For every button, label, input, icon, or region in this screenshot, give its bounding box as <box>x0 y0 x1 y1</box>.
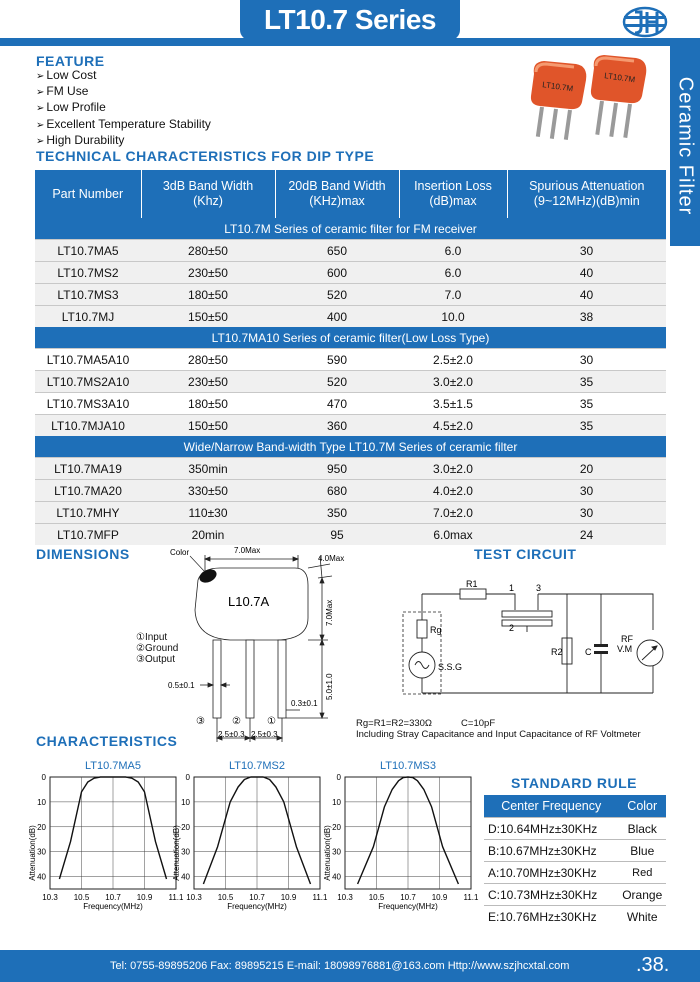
feature-item: ➢ Low Profile <box>36 100 211 116</box>
color-cell: Orange <box>618 884 666 906</box>
table-row <box>35 480 666 502</box>
table-cell: 350min <box>141 458 275 480</box>
feature-item: ➢ High Durability <box>36 133 211 149</box>
x-tick-label: 10.5 <box>73 893 90 902</box>
y-tick-label: 10 <box>181 797 190 807</box>
y-tick-label: 40 <box>332 872 341 882</box>
pin-legend-item: ③Output <box>136 654 175 665</box>
y-tick-label: 10 <box>37 797 46 807</box>
table-cell: 110±30 <box>141 502 275 524</box>
product-photo <box>520 52 670 144</box>
y-tick-label: 30 <box>37 847 46 857</box>
table-row <box>35 371 666 393</box>
table-row <box>35 349 666 371</box>
feature-list <box>36 68 211 149</box>
pins-legend <box>136 632 178 665</box>
table-cell: 280±50 <box>141 349 275 371</box>
capacitor-plate <box>594 651 608 654</box>
y-tick-label: 20 <box>181 822 190 832</box>
table-cell: 4.5±2.0 <box>399 415 507 437</box>
color-cell: White <box>618 906 666 928</box>
table-cell: 230±50 <box>141 371 275 393</box>
table-cell: LT10.7MJA10 <box>35 415 141 437</box>
rf-label: RF <box>621 634 633 644</box>
table-cell: LT10.7MFP <box>35 524 141 546</box>
capacitor-plate <box>594 644 608 647</box>
color-cell: Blue <box>618 840 666 862</box>
circuit-notes <box>356 718 641 740</box>
x-tick-label: 10.9 <box>431 893 448 902</box>
y-axis-label: Attenuation(dB) <box>323 825 332 881</box>
table-cell: 150±50 <box>141 306 275 328</box>
table-cell: 3.0±2.0 <box>399 371 507 393</box>
frequency-cell: A:10.70MHz±30KHz <box>484 862 618 884</box>
side-tab <box>670 46 700 246</box>
side-tab-label: Ceramic Filter <box>674 76 697 216</box>
feature-item: ➢ Excellent Temperature Stability <box>36 117 211 133</box>
table-row <box>35 306 666 328</box>
table-cell: 7.0±2.0 <box>399 502 507 524</box>
table-cell: 35 <box>507 415 666 437</box>
col-header-text: 3dB Band Width <box>162 179 254 193</box>
table-row <box>484 884 666 906</box>
y-tick-label: 30 <box>181 847 190 857</box>
frequency-cell: D:10.64MHz±30KHz <box>484 818 618 840</box>
lead-thickness-dim: 0.3±0.1 <box>291 699 318 708</box>
standard-rule-body <box>484 818 666 928</box>
x-tick-label: 10.7 <box>105 893 121 902</box>
table-row <box>484 862 666 884</box>
x-tick-label: 11.1 <box>463 893 479 902</box>
characteristic-chart <box>172 760 328 911</box>
table-cell: 40 <box>507 284 666 306</box>
table-header-row <box>484 795 666 818</box>
frequency-cell: E:10.76MHz±30KHz <box>484 906 618 928</box>
chart-title: LT10.7MS2 <box>228 760 286 772</box>
y-tick-label: 10 <box>332 797 341 807</box>
table-cell: 3.0±2.0 <box>399 458 507 480</box>
color-cell: Black <box>618 818 666 840</box>
table-cell: 950 <box>275 458 399 480</box>
circuit-note: Rg=R1=R2=330Ω C=10pF <box>356 718 496 729</box>
table-cell: 24 <box>507 524 666 546</box>
table-cell: 95 <box>275 524 399 546</box>
y-tick-label: 0 <box>336 773 341 782</box>
y-tick-label: 20 <box>332 822 341 832</box>
table-row <box>484 818 666 840</box>
frequency-cell: B:10.67MHz±30KHz <box>484 840 618 862</box>
col-header-unit: (9~12MHz)(dB)min <box>533 194 640 208</box>
col-header-color: Color <box>618 795 666 818</box>
pitch-dim: 2.5±0.3 <box>218 730 245 739</box>
table-cell: 6.0 <box>399 240 507 262</box>
table-row <box>484 906 666 928</box>
table-cell: LT10.7MA19 <box>35 458 141 480</box>
col-header-text: Part Number <box>52 186 124 201</box>
x-tick-label: 10.5 <box>368 893 385 902</box>
col-header-spurious <box>507 170 666 218</box>
x-tick-label: 11.1 <box>312 893 328 902</box>
table-cell: 4.0±2.0 <box>399 480 507 502</box>
x-tick-label: 10.9 <box>280 893 297 902</box>
group-row <box>35 218 666 240</box>
component-label: LT10.7M <box>603 71 636 85</box>
chart-title: LT10.7MS3 <box>379 760 437 772</box>
table-cell: LT10.7MHY <box>35 502 141 524</box>
group-row <box>35 436 666 458</box>
col-header-unit: (dB)max <box>429 194 477 208</box>
x-tick-label: 10.5 <box>217 893 234 902</box>
node-2: 2 <box>509 623 515 633</box>
dimensions-heading: DIMENSIONS <box>36 546 130 562</box>
table-cell: 280±50 <box>141 240 275 262</box>
x-axis-label: Frequency(MHz) <box>83 902 143 911</box>
table-cell: 20min <box>141 524 275 546</box>
table-cell: 2.5±2.0 <box>399 349 507 371</box>
x-tick-label: 11.1 <box>168 893 184 902</box>
table-header-row <box>35 170 666 218</box>
table-cell: 520 <box>275 284 399 306</box>
characteristic-chart <box>28 760 184 911</box>
dimensions-drawing <box>150 540 360 745</box>
x-tick-label: 10.3 <box>42 893 58 902</box>
y-tick-label: 40 <box>181 872 190 882</box>
col-header-frequency: Center Frequency <box>484 795 618 818</box>
color-cell: Red <box>618 862 666 884</box>
r2-label: R2 <box>551 647 563 657</box>
table-cell: LT10.7MS3 <box>35 284 141 306</box>
component-label: LT10.7M <box>541 80 574 94</box>
table-cell: LT10.7MJ <box>35 306 141 328</box>
x-axis-label: Frequency(MHz) <box>227 902 287 911</box>
footer <box>0 950 700 982</box>
table-cell: 180±50 <box>141 284 275 306</box>
r1-label: R1 <box>466 579 478 589</box>
node-1: 1 <box>509 583 515 593</box>
footer-contact: Tel: 0755-89895206 Fax: 89895215 E-mail: 18098976881@163.com Http://www.szjhcxtal.com <box>110 960 570 972</box>
frequency-cell: C:10.73MHz±30KHz <box>484 884 618 906</box>
lead-width-dim: 0.5±0.1 <box>168 681 195 690</box>
test-circuit-heading: TEST CIRCUIT <box>474 546 577 562</box>
x-tick-label: 10.9 <box>136 893 153 902</box>
feature-item: ➢ FM Use <box>36 84 211 100</box>
y-tick-label: 30 <box>332 847 341 857</box>
table-cell: 30 <box>507 240 666 262</box>
page-title: LT10.7 Series <box>240 0 460 40</box>
table-cell: 6.0 <box>399 262 507 284</box>
page-number: .38. <box>636 954 670 976</box>
y-tick-label: 0 <box>185 773 190 782</box>
rg-label: Rg <box>430 625 442 635</box>
characteristics-heading: CHARACTERISTICS <box>36 733 178 749</box>
characteristic-chart <box>323 760 479 911</box>
y-tick-label: 0 <box>41 773 46 782</box>
color-label: Color <box>170 548 190 557</box>
table-row <box>35 262 666 284</box>
x-axis-label: Frequency(MHz) <box>378 902 438 911</box>
thickness-dim: 4.0Max <box>318 554 345 563</box>
c-label: C <box>585 647 592 657</box>
pitch-dim: 2.5±0.3 <box>251 730 278 739</box>
table-cell: 6.0max <box>399 524 507 546</box>
characteristics-charts <box>28 755 488 940</box>
rg-resistor <box>417 620 427 638</box>
col-header-20db <box>275 170 399 218</box>
ssg-label: S.S.G <box>438 662 463 672</box>
group-title: LT10.7M Series of ceramic filter for FM receiver <box>35 218 666 240</box>
filter-component-left <box>531 61 586 140</box>
table-cell: 350 <box>275 502 399 524</box>
table-cell: 150±50 <box>141 415 275 437</box>
table-cell: 20 <box>507 458 666 480</box>
tech-heading: TECHNICAL CHARACTERISTICS FOR DIP TYPE <box>36 148 375 164</box>
table-cell: 520 <box>275 371 399 393</box>
test-circuit-diagram <box>395 578 670 718</box>
table-cell: 30 <box>507 480 666 502</box>
table-cell: 7.0 <box>399 284 507 306</box>
table-row <box>35 415 666 437</box>
table-cell: 40 <box>507 262 666 284</box>
pin-mark: ① <box>267 716 276 727</box>
standard-rule-heading: STANDARD RULE <box>511 775 638 791</box>
part-label: L10.7A <box>228 594 270 609</box>
group-title: Wide/Narrow Band-width Type LT10.7M Series of ceramic filter <box>35 436 666 458</box>
col-header-text: Insertion Loss <box>414 179 492 193</box>
table-cell: 35 <box>507 371 666 393</box>
col-header-part <box>35 170 141 218</box>
tech-table-body <box>35 218 666 545</box>
table-cell: LT10.7MA20 <box>35 480 141 502</box>
height-dim: 7.0Max <box>325 599 334 626</box>
r1-resistor <box>460 589 486 599</box>
table-cell: 30 <box>507 502 666 524</box>
chart-title: LT10.7MA5 <box>84 760 142 772</box>
table-cell: 590 <box>275 349 399 371</box>
table-cell: LT10.7MS2 <box>35 262 141 284</box>
table-row <box>35 393 666 415</box>
table-row <box>35 458 666 480</box>
table-cell: 10.0 <box>399 306 507 328</box>
y-axis-label: Attenuation(dB) <box>172 825 181 881</box>
table-row <box>35 284 666 306</box>
col-header-text: 20dB Band Width <box>288 179 386 193</box>
col-header-loss <box>399 170 507 218</box>
table-cell: LT10.7MA5 <box>35 240 141 262</box>
table-cell: 680 <box>275 480 399 502</box>
table-cell: 400 <box>275 306 399 328</box>
pin-legend-item: ①Input <box>136 632 168 643</box>
table-row <box>35 240 666 262</box>
x-tick-label: 10.3 <box>186 893 202 902</box>
group-title: LT10.7MA10 Series of ceramic filter(Low Loss Type) <box>35 327 666 349</box>
table-row <box>35 502 666 524</box>
table-row <box>484 840 666 862</box>
pin-mark: ② <box>232 716 241 727</box>
col-header-unit: (Khz) <box>193 194 223 208</box>
node-3: 3 <box>536 583 542 593</box>
table-cell: 38 <box>507 306 666 328</box>
table-cell: 470 <box>275 393 399 415</box>
width-dim: 7.0Max <box>234 546 261 555</box>
vm-label: V.M <box>617 644 633 654</box>
table-cell: 180±50 <box>141 393 275 415</box>
feature-heading: FEATURE <box>36 53 105 69</box>
pin-mark: ③ <box>196 716 205 727</box>
table-cell: LT10.7MS2A10 <box>35 371 141 393</box>
tech-table <box>35 170 666 545</box>
company-logo-icon <box>622 6 668 38</box>
col-header-unit: (KHz)max <box>309 194 365 208</box>
col-header-text: Spurious Attenuation <box>529 179 645 193</box>
table-cell: 30 <box>507 349 666 371</box>
circuit-note: Including Stray Capacitance and Input Capacitance of RF Voltmeter <box>356 729 641 740</box>
y-tick-label: 20 <box>37 822 46 832</box>
col-header-3db <box>141 170 275 218</box>
feature-item: ➢ Low Cost <box>36 68 211 84</box>
filter-component-right <box>591 55 646 138</box>
table-cell: LT10.7MS3A10 <box>35 393 141 415</box>
table-cell: 35 <box>507 393 666 415</box>
table-cell: 230±50 <box>141 262 275 284</box>
x-tick-label: 10.7 <box>400 893 416 902</box>
table-cell: 360 <box>275 415 399 437</box>
group-row <box>35 327 666 349</box>
table-cell: 650 <box>275 240 399 262</box>
pin-legend-item: ②Ground <box>136 643 179 654</box>
table-cell: LT10.7MA5A10 <box>35 349 141 371</box>
y-tick-label: 40 <box>37 872 46 882</box>
table-cell: 330±50 <box>141 480 275 502</box>
lead-length-dim: 5.0±1.0 <box>325 673 334 700</box>
y-axis-label: Attenuation(dB) <box>28 825 37 881</box>
x-tick-label: 10.3 <box>337 893 353 902</box>
x-tick-label: 10.7 <box>249 893 265 902</box>
table-cell: 600 <box>275 262 399 284</box>
table-cell: 3.5±1.5 <box>399 393 507 415</box>
standard-rule-table <box>484 795 666 927</box>
